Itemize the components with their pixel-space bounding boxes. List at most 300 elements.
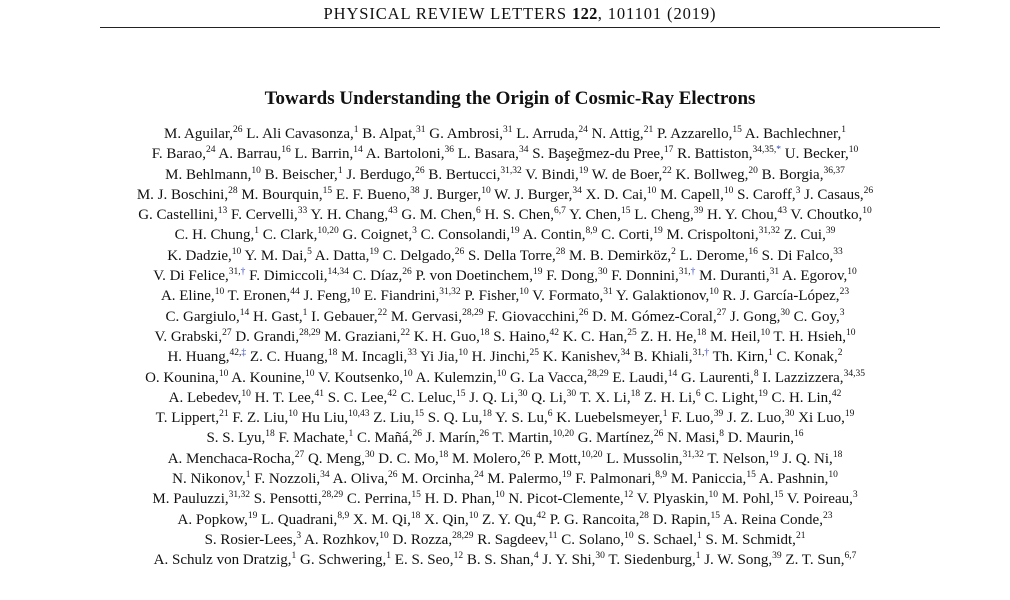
paper-title: Towards Understanding the Origin of Cosmic-Ray Electrons: [264, 88, 756, 109]
affiliation-index: 18: [630, 388, 641, 399]
affiliation-index: 31,32: [500, 165, 522, 176]
affiliation-index: 28: [639, 510, 649, 521]
affiliation-index: 33: [297, 206, 308, 217]
affiliation-index: 42: [536, 510, 547, 521]
author-name: P. Mott,: [530, 450, 582, 467]
author-line: [60, 489, 950, 509]
affiliation-index: 2: [671, 246, 676, 257]
author-name: J. Casaus,: [800, 186, 864, 203]
author-name: K. C. Han,: [558, 328, 628, 345]
author-name: F. Machate,: [274, 430, 349, 447]
affiliation-index: 19: [769, 449, 779, 460]
affiliation-index: 10: [862, 206, 872, 217]
author-name: M. Graziani,: [320, 328, 401, 345]
author-line: [60, 550, 950, 570]
author-name: F. Cervelli,: [227, 207, 298, 224]
author-name: O. Kounina,: [145, 369, 219, 386]
author-name: Z. Y. Qu,: [478, 511, 537, 528]
author-name: C. Leluc,: [396, 389, 456, 406]
affiliation-index: 18: [410, 510, 421, 521]
footnote-mark-link[interactable]: †: [704, 348, 710, 359]
author-name: L. Basara,: [453, 146, 519, 163]
affiliation-index: 26: [578, 307, 589, 318]
author-name: F. Giovacchini,: [483, 308, 579, 325]
author-line: [60, 185, 950, 205]
author-name: Yi Jia,: [416, 349, 459, 366]
author-name: D. Maurin,: [724, 430, 795, 447]
author-name: M. B. Demirköz,: [565, 247, 672, 264]
author-name: C. Solano,: [557, 531, 625, 548]
author-line: [60, 449, 950, 469]
author-name: S. Della Torre,: [464, 247, 556, 264]
affiliation-index: 22: [400, 327, 410, 338]
author-name: Y. S. Lu,: [491, 410, 548, 427]
affiliation-index: 43: [777, 206, 787, 217]
affiliation-index: 27: [716, 307, 727, 318]
author-name: S. S. Lyu,: [206, 430, 266, 447]
affiliation-index: 6,7: [844, 551, 857, 562]
affiliation-index: 31,: [228, 267, 241, 278]
affiliation-index: 28: [555, 246, 566, 257]
affiliation-index: 15: [746, 470, 756, 481]
affiliation-index: 14: [239, 307, 250, 318]
affiliation-index: 6: [547, 409, 553, 420]
affiliation-index: 19: [532, 267, 543, 278]
affiliation-index: 10: [646, 185, 657, 196]
author-line: [60, 388, 950, 408]
author-name: N. Nikonov,: [172, 471, 246, 488]
author-name: B. S. Shan,: [463, 552, 534, 569]
affiliation-index: 31,: [692, 348, 705, 359]
author-name: X. M. Qi,: [349, 511, 411, 528]
affiliation-index: 8,9: [337, 510, 350, 521]
affiliation-index: 41: [314, 388, 324, 399]
affiliation-index: 24: [578, 125, 588, 135]
author-name: B. Alpat,: [358, 126, 416, 142]
affiliation-index: 28,29: [587, 368, 609, 379]
author-name: D. M. Gómez-Coral,: [588, 308, 717, 325]
author-name: Hu Liu,: [297, 410, 349, 427]
affiliation-index: 10: [481, 185, 491, 196]
author-name: H. Huang,: [167, 349, 230, 366]
affiliation-index: 18: [438, 449, 449, 460]
affiliation-index: 10: [495, 490, 505, 501]
author-name: A. Popkow,: [177, 511, 248, 528]
author-name: J. W. Song,: [700, 552, 773, 569]
affiliation-index: 31: [503, 125, 513, 135]
affiliation-index: 30: [595, 551, 605, 562]
author-name: C. Mañá,: [353, 430, 413, 447]
author-name: A. Pashnin,: [755, 471, 829, 488]
author-name: Z. Cui,: [779, 227, 826, 244]
author-name: A. Contin,: [519, 227, 586, 244]
author-line: [60, 530, 950, 550]
affiliation-index: 31,: [678, 267, 691, 278]
author-name: J. Feng,: [299, 288, 351, 305]
author-name: S. Q. Lu,: [424, 410, 483, 427]
affiliation-index: 21: [795, 530, 806, 541]
affiliation-index: 17: [663, 145, 674, 156]
author-name: C. Light,: [700, 389, 759, 406]
author-name: L. Cheng,: [630, 207, 694, 224]
affiliation-index: 31,32: [682, 449, 704, 460]
affiliation-index: 1: [697, 530, 702, 541]
author-name: Z. H. Li,: [640, 389, 696, 406]
author-name: S. Haino,: [489, 328, 550, 345]
affiliation-index: 3: [412, 226, 417, 237]
affiliation-index: 8: [753, 368, 759, 379]
author-name: H. D. Phan,: [420, 491, 496, 508]
author-name: A. Bartoloni,: [362, 146, 445, 163]
author-name: F. Dong,: [542, 268, 598, 285]
author-name: M. Duranti,: [695, 268, 770, 285]
affiliation-index: 5: [307, 246, 312, 257]
author-name: A. Eline,: [160, 288, 215, 305]
affiliation-index: 15: [732, 125, 742, 135]
affiliation-index: 8,9: [585, 226, 598, 237]
author-name: G. Coignet,: [338, 227, 413, 244]
affiliation-index: 42,: [229, 348, 242, 359]
author-name: L. Arruda,: [512, 126, 579, 142]
author-name: F. Donnini,: [607, 268, 679, 285]
affiliation-index: 1: [386, 551, 392, 562]
author-name: P. Azzarello,: [653, 126, 733, 142]
author-name: Y. Galaktionov,: [612, 288, 710, 305]
affiliation-index: 30: [566, 388, 577, 399]
author-line: [60, 408, 950, 428]
author-name: F. Nozzoli,: [250, 471, 321, 488]
affiliation-index: 26: [479, 429, 489, 440]
affiliation-index: 26: [415, 165, 425, 176]
author-name: S. M. Schmidt,: [701, 531, 796, 548]
affiliation-index: 28,29: [321, 490, 344, 501]
affiliation-index: 25: [627, 327, 637, 338]
affiliation-index: 10: [214, 287, 225, 298]
affiliation-index: 15: [414, 409, 425, 420]
affiliation-index: 3: [852, 490, 858, 501]
author-name: W. de Boer,: [588, 166, 663, 183]
affiliation-index: 30: [780, 307, 790, 318]
author-name: C. Clark,: [259, 227, 318, 244]
affiliation-index: 6: [475, 206, 481, 217]
author-name: D. Rozza,: [388, 531, 453, 548]
author-name: G. Martínez,: [573, 430, 654, 447]
author-name: Z. T. Sun,: [781, 552, 845, 569]
affiliation-index: 10: [848, 145, 859, 156]
author-name: V. Plyaskin,: [633, 491, 709, 508]
author-name: N. Masi,: [663, 430, 720, 447]
author-name: K. Bollweg,: [671, 166, 749, 183]
affiliation-index: 18: [265, 429, 275, 440]
author-name: M. Capell,: [656, 186, 724, 203]
affiliation-index: 1: [768, 348, 773, 359]
author-name: C. Corti,: [597, 227, 654, 244]
affiliation-index: 22: [662, 165, 672, 176]
author-name: K. Luebelsmeyer,: [552, 410, 663, 427]
author-name: R. Sagdeev,: [473, 531, 549, 548]
author-name: A. Schulz von Dratzig,: [153, 552, 292, 569]
affiliation-index: 10: [708, 490, 719, 501]
author-name: Th. Kirn,: [709, 349, 769, 366]
author-name: M. Incagli,: [337, 349, 408, 366]
author-name: T. H. Hsieh,: [769, 328, 847, 345]
affiliation-index: 15: [620, 206, 631, 217]
affiliation-index: 34: [518, 145, 529, 156]
affiliation-index: 36: [444, 145, 454, 156]
author-name: J. Burger,: [419, 186, 482, 203]
affiliation-index: 28,29: [299, 327, 321, 338]
affiliation-index: 10: [304, 368, 315, 379]
affiliation-index: 38: [410, 185, 420, 196]
author-name: M. Molero,: [448, 450, 521, 467]
author-name: C. H. Lin,: [767, 389, 832, 406]
author-name: M. Bourquin,: [237, 186, 323, 203]
affiliation-index: 10: [760, 327, 770, 338]
author-name: S. Di Falco,: [757, 247, 834, 264]
affiliation-index: 12: [453, 551, 464, 562]
affiliation-index: 30: [365, 449, 375, 460]
author-name: S. Pensotti,: [250, 491, 322, 508]
affiliation-index: 10: [723, 185, 734, 196]
affiliation-index: 30: [597, 267, 608, 278]
author-name: M. Aguilar,: [164, 126, 233, 142]
affiliation-index: 14: [667, 368, 678, 379]
author-name: M. Behlmann,: [165, 166, 252, 183]
affiliation-index: 10: [379, 530, 389, 541]
author-line: [60, 225, 950, 245]
affiliation-index: 11: [548, 530, 558, 541]
author-name: J. Marín,: [421, 430, 480, 447]
author-name: V. Koutsenko,: [314, 369, 404, 386]
affiliation-index: 3: [839, 307, 845, 318]
affiliation-index: 3: [296, 530, 302, 541]
affiliation-index: 15: [322, 185, 333, 196]
author-line: [60, 510, 950, 530]
affiliation-index: 1: [353, 125, 359, 135]
author-name: A. Datta,: [311, 247, 370, 264]
author-name: J. Gong,: [726, 308, 781, 325]
affiliation-index: 28,29: [452, 530, 474, 541]
author-name: C. Delgado,: [378, 247, 455, 264]
author-name: D. C. Mo,: [374, 450, 439, 467]
author-name: V. Choutko,: [786, 207, 863, 224]
author-name: P. von Doetinchem,: [411, 268, 533, 285]
affiliation-index: 18: [327, 348, 338, 359]
affiliation-index: 1: [348, 429, 354, 440]
author-name: Z. C. Huang,: [246, 349, 328, 366]
author-name: J. Y. Shi,: [538, 552, 596, 569]
affiliation-index: 1: [695, 551, 701, 562]
affiliation-index: 28,29: [462, 307, 484, 318]
author-name: W. J. Burger,: [490, 186, 573, 203]
affiliation-index: 13: [217, 206, 228, 217]
affiliation-index: 1: [302, 307, 308, 318]
affiliation-index: 15: [455, 388, 466, 399]
affiliation-index: 19: [247, 510, 258, 521]
author-name: Y. H. Chang,: [307, 207, 389, 224]
author-name: B. Khiali,: [630, 349, 693, 366]
affiliation-index: 22: [377, 307, 388, 318]
affiliation-index: 42: [549, 327, 559, 338]
author-name: M. J. Boschini,: [136, 186, 229, 203]
affiliation-index: 15: [411, 490, 421, 501]
affiliation-index: 10: [496, 368, 507, 379]
affiliation-index: 31: [769, 267, 780, 278]
affiliation-index: 1: [245, 470, 251, 481]
author-name: H. Jinchi,: [467, 349, 530, 366]
affiliation-index: 10: [624, 530, 634, 541]
author-name: S. Caroff,: [733, 186, 796, 203]
author-name: L. Quadrani,: [257, 511, 338, 528]
affiliation-index: 39: [713, 409, 724, 420]
affiliation-index: 20: [748, 165, 758, 176]
author-name: F. Luo,: [667, 410, 714, 427]
author-name: I. Gebauer,: [307, 308, 378, 325]
author-name: B. Bertucci,: [424, 166, 501, 183]
affiliation-index: 39: [772, 551, 782, 562]
affiliation-index: 10: [847, 267, 857, 278]
affiliation-index: 28: [228, 185, 238, 196]
author-line: [60, 307, 950, 327]
author-name: N. Attig,: [587, 126, 644, 142]
affiliation-index: 16: [748, 246, 758, 257]
affiliation-index: 33: [833, 246, 843, 257]
author-name: R. J. García-López,: [718, 288, 840, 305]
affiliation-index: 14: [353, 145, 363, 156]
affiliation-index: 18: [479, 327, 490, 338]
author-name: M. Orcinha,: [397, 471, 475, 488]
author-name: Q. Meng,: [304, 450, 366, 467]
affiliation-index: 4: [533, 551, 539, 562]
affiliation-index: 8,9: [655, 470, 668, 481]
author-name: T. Nelson,: [703, 450, 770, 467]
author-name: T. Martin,: [488, 430, 553, 447]
author-name: Xi Luo,: [794, 410, 845, 427]
affiliation-index: 23: [839, 287, 850, 298]
affiliation-index: 18: [696, 327, 707, 338]
author-name: C. Díaz,: [348, 268, 403, 285]
author-name: V. Di Felice,: [153, 268, 229, 285]
author-name: S. C. Lee,: [323, 389, 388, 406]
author-name: A. Egorov,: [779, 268, 848, 285]
author-name: A. Kulemzin,: [412, 369, 497, 386]
author-name: L. Mussolin,: [602, 450, 683, 467]
footnote-mark-link[interactable]: †: [240, 267, 246, 278]
author-name: M. Heil,: [706, 328, 761, 345]
author-line: [60, 266, 950, 286]
author-name: E. S. Seo,: [391, 552, 454, 569]
author-name: J. Z. Luo,: [723, 410, 785, 427]
affiliation-index: 10: [403, 368, 413, 379]
affiliation-index: 31,32: [758, 226, 780, 237]
author-name: C. Konak,: [772, 349, 838, 366]
author-name: A. Bachlechner,: [741, 126, 842, 142]
affiliation-index: 6: [695, 388, 701, 399]
affiliation-index: 26: [402, 267, 412, 278]
footnote-mark-link[interactable]: *: [776, 145, 782, 156]
footnote-mark-link[interactable]: ‡: [241, 348, 247, 359]
footnote-mark-link[interactable]: †: [690, 267, 696, 278]
affiliation-index: 26: [653, 429, 664, 440]
author-name: A. Lebedev,: [168, 389, 242, 406]
affiliation-index: 36,37: [823, 165, 845, 176]
author-name: E. F. Bueno,: [332, 186, 411, 203]
author-name: X. D. Cai,: [581, 186, 647, 203]
affiliation-index: 10: [828, 470, 838, 481]
affiliation-index: 10: [709, 287, 719, 298]
affiliation-index: 12: [623, 490, 634, 501]
author-name: H. S. Chen,: [480, 207, 555, 224]
affiliation-index: 21: [643, 125, 654, 135]
affiliation-index: 26: [388, 470, 398, 481]
author-list: [60, 124, 950, 571]
affiliation-index: 10: [288, 409, 298, 420]
author-line: [60, 286, 950, 306]
author-name: G. Schwering,: [296, 552, 387, 569]
author-name: B. Borgia,: [757, 166, 824, 183]
affiliation-index: 18: [482, 409, 492, 420]
affiliation-index: 39: [693, 206, 704, 217]
author-name: G. La Vacca,: [506, 369, 588, 386]
affiliation-index: 15: [773, 490, 784, 501]
affiliation-index: 19: [758, 388, 768, 399]
affiliation-index: 33: [407, 348, 417, 359]
affiliation-index: 27: [294, 449, 305, 460]
author-name: T. Eronen,: [224, 288, 291, 305]
affiliation-index: 1: [254, 226, 260, 237]
author-name: E. Fiandrini,: [360, 288, 440, 305]
affiliation-index: 1: [841, 125, 846, 135]
affiliation-index: 26: [454, 246, 465, 257]
author-name: V. Formato,: [528, 288, 604, 305]
author-name: L. Derome,: [675, 247, 749, 264]
author-name: S. Başeğmez-du Pree,: [528, 146, 664, 163]
author-name: F. Barao,: [151, 146, 206, 163]
author-name: M. Palermo,: [483, 471, 562, 488]
affiliation-index: 34: [572, 185, 582, 196]
journal-volume: 122: [572, 4, 598, 23]
affiliation-index: 1: [662, 409, 668, 420]
affiliation-index: 6,7: [554, 206, 566, 217]
affiliation-index: 31,32: [228, 490, 251, 501]
author-name: G. Castellini,: [138, 207, 218, 224]
affiliation-index: 31,32: [439, 287, 461, 298]
affiliation-index: 10: [251, 165, 261, 176]
author-name: C. Perrina,: [343, 491, 412, 508]
author-name: S. Rosier-Lees,: [204, 531, 297, 548]
author-name: B. Beischer,: [260, 166, 338, 183]
affiliation-index: 34,35: [843, 368, 865, 379]
author-name: G. Ambrosi,: [425, 126, 504, 142]
author-name: A. Menchaca-Rocha,: [167, 450, 295, 467]
author-name: G. Laurenti,: [677, 369, 754, 386]
author-name: P. G. Rancoita,: [546, 511, 640, 528]
author-name: I. Lazzizzera,: [758, 369, 844, 386]
affiliation-index: 26: [233, 125, 243, 135]
author-name: T. Lippert,: [155, 410, 220, 427]
journal-pages-year: , 101101 (2019): [597, 4, 717, 23]
author-name: N. Picot-Clemente,: [504, 491, 624, 508]
affiliation-index: 26: [412, 429, 422, 440]
header-divider: [100, 27, 940, 28]
affiliation-index: 26: [520, 449, 531, 460]
affiliation-index: 30: [517, 388, 528, 399]
author-name: M. Gervasi,: [387, 308, 463, 325]
affiliation-index: 42: [831, 388, 842, 399]
author-name: J. Q. Ni,: [778, 450, 833, 467]
author-line: [60, 124, 950, 144]
author-name: Z. H. He,: [636, 328, 697, 345]
